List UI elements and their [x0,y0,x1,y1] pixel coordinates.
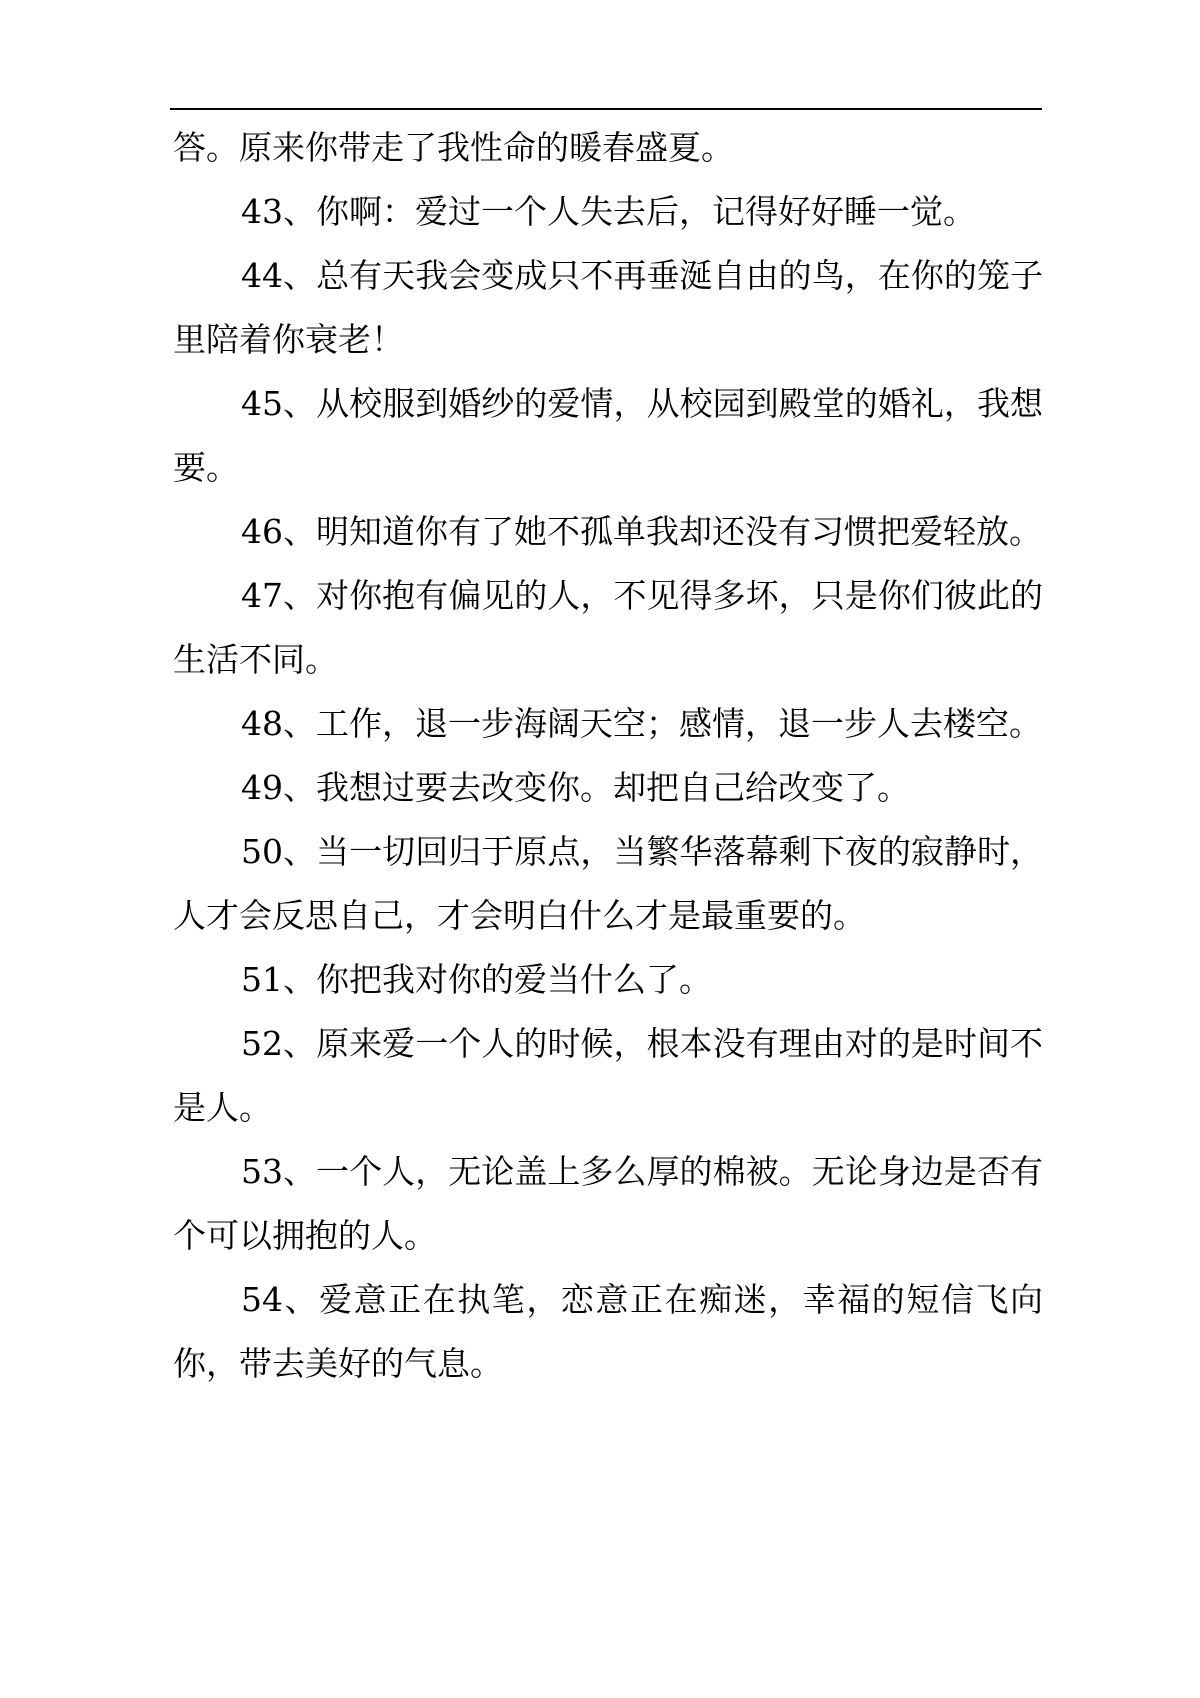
paragraph-44: 44、总有天我会变成只不再垂涎自由的鸟，在你的笼子里陪着你衰老！ [173,256,1043,359]
paragraph-46: 46、明知道你有了她不孤单我却还没有习惯把爱轻放。 [241,512,1042,551]
header-rule [170,108,1042,110]
paragraph-50: 50、当一切回归于原点，当繁华落幕剩下夜的寂静时，人才会反思自己，才会明白什么才是最重要的。 [173,832,1043,935]
paragraph-continuation: 答。原来你带走了我性命的暖春盛夏。 [173,128,734,167]
paragraph-53: 53、一个人，无论盖上多么厚的棉被。无论身边是否有个可以拥抱的人。 [173,1152,1043,1255]
paragraph-49: 49、我想过要去改变你。却把自己给改变了。 [241,768,910,807]
paragraph-47: 47、对你抱有偏见的人，不见得多坏，只是你们彼此的生活不同。 [173,576,1043,679]
paragraph-48: 48、工作，退一步海阔天空；感情，退一步人去楼空。 [241,704,1042,743]
document-body [173,116,1043,1396]
paragraph-45: 45、从校服到婚纱的爱情，从校园到殿堂的婚礼，我想要。 [173,384,1043,487]
paragraph-54: 54、爱意正在执笔，恋意正在痴迷，幸福的短信飞向你，带去美好的气息。 [173,1280,1043,1383]
paragraph-43: 43、你啊：爱过一个人失去后，记得好好睡一觉。 [241,192,976,231]
paragraph-51: 51、你把我对你的爱当什么了。 [241,960,712,999]
paragraph-52: 52、原来爱一个人的时候，根本没有理由对的是时间不是人。 [173,1024,1043,1127]
